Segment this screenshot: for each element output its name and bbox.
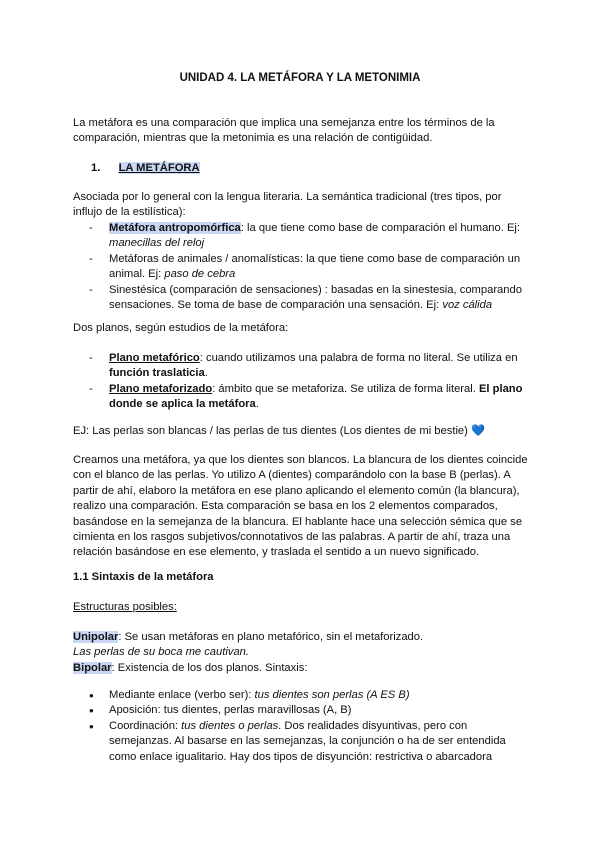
example-text: paso de cebra — [164, 268, 236, 281]
example-text: tus dientes o perlas — [181, 719, 279, 732]
item-text: Metáforas de animales / anomalísticas: la que tiene como base de comparación un animal. Ej: — [109, 252, 521, 281]
document-title: UNIDAD 4. LA METÁFORA Y LA METONIMIA — [179, 72, 421, 84]
item-text: : cuando utilizamos una palabra de forma no literal. Se utiliza en — [199, 352, 518, 364]
term-bipolar: Bipolar — [73, 661, 112, 674]
item-text: Sinestésica (comparación de sensaciones) : basadas en la sinestesia, comparando sensaciones. Se toma de base de comparación una sensación. Ej: — [109, 283, 522, 312]
list-item — [73, 283, 533, 314]
example-text: manecillas del reloj — [109, 237, 205, 250]
sintaxis-list — [73, 688, 533, 765]
item-text: Coordinación: — [109, 719, 182, 732]
ej-paragraph — [73, 424, 553, 439]
term-plano-metaforizado: Plano metaforizado — [109, 382, 213, 395]
intro-paragraph: La metáfora es una comparación que implica una semejanza entre los términos de la comparación, mientras que la metonimia es una relación de contigüidad. — [73, 117, 495, 145]
item-text: Mediante enlace (verbo ser): — [109, 689, 255, 701]
unipolar-text: : Se usan metáforas en plano metafórico, sin el metaforizado. — [118, 631, 424, 643]
item-end: . — [255, 398, 259, 411]
term-funcion-traslaticia: función traslaticia — [109, 367, 205, 380]
list-item — [73, 221, 533, 252]
list-item — [73, 382, 533, 413]
section-number: 1. — [91, 162, 101, 174]
item-text: : la que tiene como base de comparación el humano. Ej: — [240, 222, 521, 234]
list-item — [73, 252, 533, 283]
asociada-paragraph: Asociada por lo general con la lengua literaria. La semántica tradicional (tres tipos, por influjo de la estilística): — [73, 191, 502, 219]
planos-list — [73, 351, 533, 413]
blue-heart-icon: 💙 — [471, 425, 485, 437]
example-text: tus dientes son perlas (A ES B) — [254, 689, 410, 701]
bipolar-text: : Existencia de los dos planos. Sintaxis: — [111, 661, 308, 674]
item-rest: . Dos realidades disyuntivas, pero con semejanzas. Al basarse en las semejanzas, la conjunción o ha de ser entendida como enlace igualitario. Hay dos tipos de disyunción: restrictiva o abarcadora — [109, 719, 506, 763]
term-plano-metaforico: Plano metafórico — [109, 352, 200, 364]
dos-planos-paragraph: Dos planos, según estudios de la metáfora: — [73, 322, 289, 334]
item-text: : ámbito que se metaforiza. Se utiliza de forma literal. — [212, 382, 479, 395]
list-item — [73, 351, 533, 382]
unipolar-block — [73, 630, 533, 676]
unipolar-example: Las perlas de su boca me cautivan. — [73, 646, 249, 659]
example-text: voz cálida — [442, 299, 493, 312]
list-item — [73, 719, 533, 765]
term-antropomorfica: Metáfora antropomórfica — [109, 222, 241, 234]
section-heading-metafora — [91, 161, 551, 176]
explicacion-paragraph: Creamos una metáfora, ya que los dientes son blancos. La blancura de los dientes coincide con el blanco de las perlas. Yo utilizo A (dientes) comparándolo con la base B (perlas). A partir de ahí, elaboro la metáfora en ese plano aplicando el elemento común (la blancura), realizo una comparación. Esta comparación se basa en los 2 elementos comparados, basándose en la semejanza de la blancura. El hablante hace una selección sémica que se cimienta en los rasgos subjetivos/connotativos de las palabras. A partir de ahí, traza una relación basándose en ese elemento, y traslada el sentido a un nuevo significado. — [73, 454, 528, 559]
section-label: LA METÁFORA — [118, 162, 200, 174]
term-unipolar: Unipolar — [73, 631, 119, 643]
item-text: Aposición: tus dientes, perlas maravillosas (A, B) — [109, 704, 352, 717]
list-item — [73, 688, 533, 703]
term-plano-aplica: El plano donde se aplica la metáfora — [109, 382, 523, 411]
estructuras-heading: Estructuras posibles: — [73, 601, 177, 613]
list-item — [73, 703, 533, 718]
ej-text: EJ: Las perlas son blancas / las perlas de tus dientes (Los dientes de mi bestie) — [73, 425, 468, 437]
subsection-heading: 1.1 Sintaxis de la metáfora — [73, 571, 214, 583]
item-end: . — [204, 367, 208, 380]
tipos-list — [73, 221, 533, 313]
